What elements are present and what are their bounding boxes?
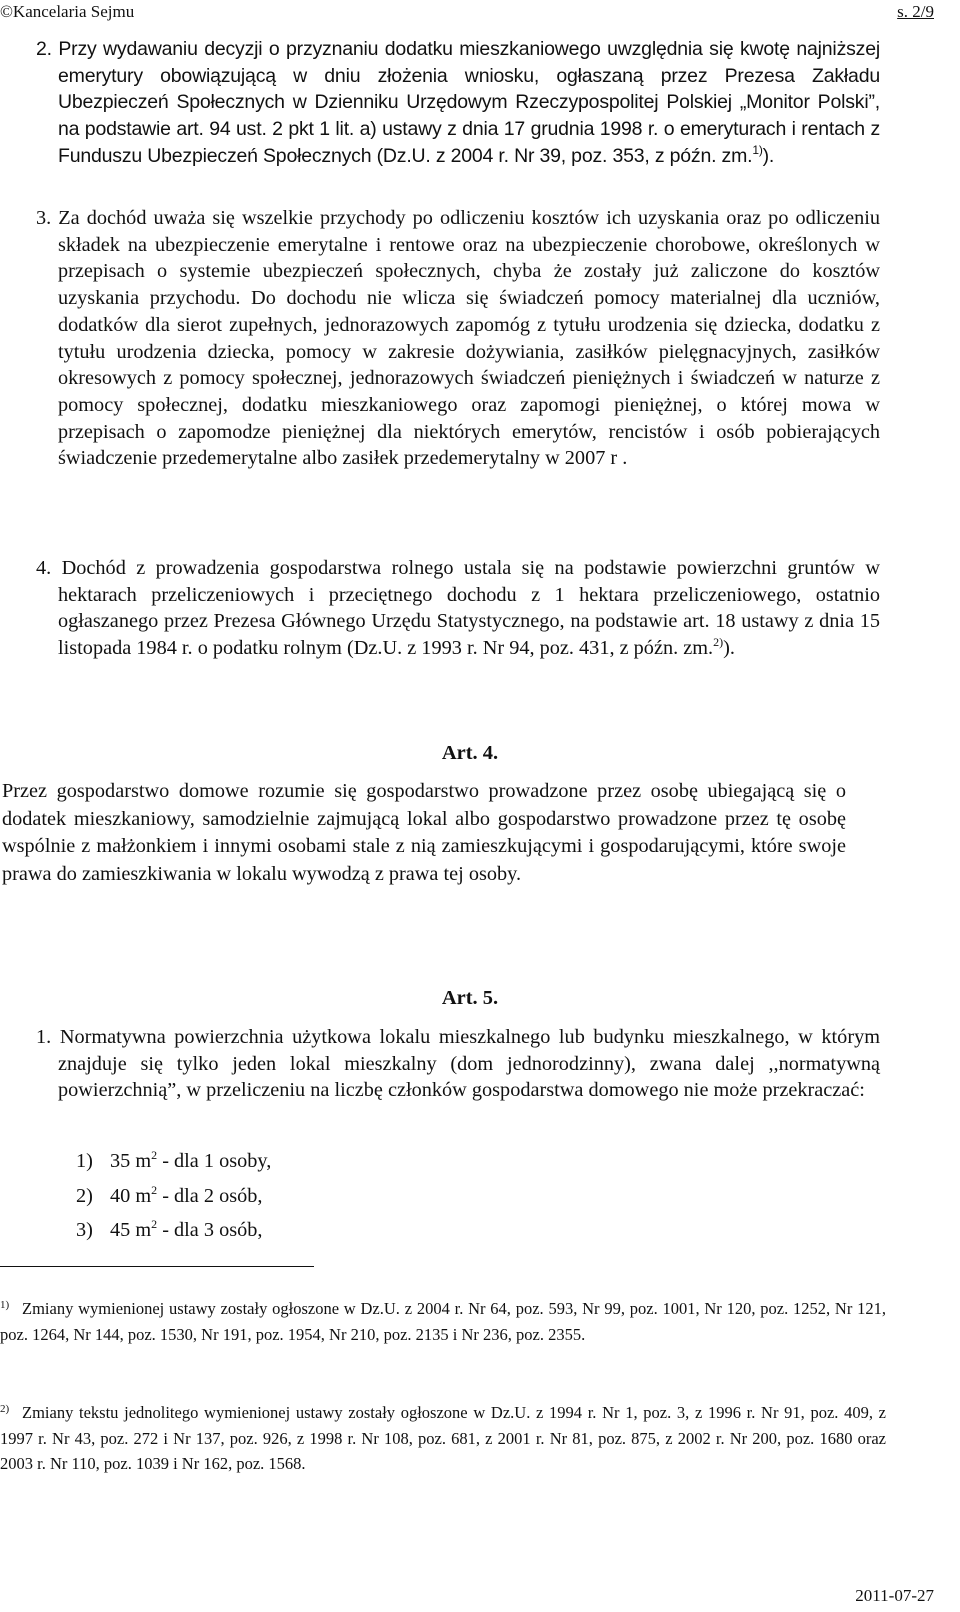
section-2-text: Przy wydawaniu decyzji o przyznaniu dodatku mieszkaniowego uwzględnia się kwotę najniższej emerytury obowiązującą w dniu złożenia wniosku, ogłaszaną przez Prezesa Zakładu Ubezpieczeń Społecznych w Dzienniku Urzędowym Rzeczypospolitej Polskiej „Monitor Polski”, na podstawie art. 94 ust. 2 pkt 1 lit. a) ustawy z dnia 17 grudnia 1998 r. o emeryturach i rentach z Funduszu Ubezpieczeń Społecznych (Dz.U. z 2004 r. Nr 39, poz. 353, z późn. zm. xyxy=(58,38,880,167)
art-4-text: Przez gospodarstwo domowe rozumie się gospodarstwo prowadzone przez osobę ubiegającą się o dodatek mieszkaniowy, samodzielnie zajmującą lokal albo gospodarstwo prowadzone przez tę osobę wspólnie z małżonkiem i innymi osobami stale z nią zamieszkującymi i gospodarującymi, które swoje prawa do zamieszkiwania w lokalu wywodzą z prawa tej osoby. xyxy=(2,780,846,885)
footnote-divider xyxy=(0,1266,314,1267)
section-3-number: 3. xyxy=(36,207,52,229)
header-page-number: s. 2/9 xyxy=(897,2,934,21)
footnote-1-text: Zmiany wymienionej ustawy zostały ogłoszone w Dz.U. z 2004 r. Nr 64, poz. 593, Nr 99, poz. 1001, Nr 120, poz. 1252, Nr 121, poz. 1264, Nr 144, poz. 1530, Nr 191, poz. 1954, Nr 210, poz. 2135 i Nr 236, poz. 2355. xyxy=(0,1299,886,1344)
list-item-area: 35 m xyxy=(110,1150,152,1172)
list-item-unit-exponent: 2 xyxy=(151,1183,158,1197)
list-item-text: - dla 2 osób, xyxy=(157,1185,263,1207)
header-copyright: ©Kancelaria Sejmu xyxy=(0,2,135,21)
section-2-number: 2. xyxy=(36,38,52,60)
list-item-area: 40 m xyxy=(110,1185,152,1207)
art-4-heading: Art. 4. xyxy=(441,742,499,764)
list-item-unit-exponent: 2 xyxy=(151,1217,158,1231)
footnote-2: 2) Zmiany tekstu jednolitego wymienionej ustawy zostały ogłoszone w Dz.U. z 1994 r. Nr 1, poz. 3, z 1996 r. Nr 91, poz. 409, z 1997 r. Nr 43, poz. 272 i Nr 137, poz. 926, z 1998 r. Nr 108, poz. 681, z 2001 r. Nr 81, poz. 875, z 2002 r. Nr 200, poz. 1680 oraz 2003 r. Nr 110, poz. 1039 i Nr 162, poz. 1568. xyxy=(0,1403,886,1473)
list-item-number: 3) xyxy=(76,1219,93,1241)
footnote-ref-1: 1) xyxy=(752,142,763,157)
section-3-text: Za dochód uważa się wszelkie przychody po odliczeniu kosztów ich uzyskania oraz po odliczeniu składek na ubezpieczenie emerytalne i rentowe oraz na ubezpieczenie chorobowe, określonych w przepisach o systemie ubezpieczeń społecznych, chyba że zostały już zaliczone do kosztów uzyskania przychodu. Do dochodu nie wlicza się świadczeń pomocy materialnej dla uczniów, dodatków dla sierot zupełnych, jednorazowych zapomóg z tytułu urodzenia się dziecka, dodatku z tytułu urodzenia dziecka, pomocy w zakresie dożywiania, zasiłków pielęgnacyjnych, zasiłków okresowych z pomocy społecznej, jednorazowych świadczeń pieniężnych i świadczeń w naturze z pomocy społecznej, dodatku mieszkaniowego oraz zapomogi pieniężnej, o której mowa w przepisach o zapomodze pieniężnej dla niektórych emerytów, rencistów i osób pobierających świadczenie przedemerytalne albo zasiłek przedemerytalny w 2007 r . xyxy=(58,207,881,470)
art-5-para-1-number: 1. xyxy=(36,1026,52,1048)
footer-date: 2011-07-27 xyxy=(855,1586,934,1605)
list-item xyxy=(76,1217,262,1243)
section-4-tail: ). xyxy=(723,637,735,660)
art-5-para-1-text: Normatywna powierzchnia użytkowa lokalu mieszkalnego lub budynku mieszkalnego, w którym znajduje się tylko jeden lokal mieszkalny (dom jednorodzinny), zwana dalej ,,normatywną powierzchnią”, w przeliczeniu na liczbę członków gospodarstwa domowego nie może przekraczać: xyxy=(58,1026,880,1102)
section-3-paragraph xyxy=(36,205,880,472)
footnote-ref-2: 2) xyxy=(713,635,724,650)
list-item-number: 2) xyxy=(76,1185,93,1207)
footnote-1: 1) Zmiany wymienionej ustawy zostały ogłoszone w Dz.U. z 2004 r. Nr 64, poz. 593, Nr 99, poz. 1001, Nr 120, poz. 1252, Nr 121, poz. 1264, Nr 144, poz. 1530, Nr 191, poz. 1954, Nr 210, poz. 2135 i Nr 236, poz. 2355. xyxy=(0,1299,886,1344)
section-2-paragraph xyxy=(36,36,880,170)
list-item xyxy=(76,1148,271,1174)
list-item-number: 1) xyxy=(76,1150,93,1172)
list-item-unit-exponent: 2 xyxy=(151,1148,158,1162)
list-item xyxy=(76,1183,262,1209)
section-4-paragraph xyxy=(36,555,880,662)
footnote-2-text: Zmiany tekstu jednolitego wymienionej ustawy zostały ogłoszone w Dz.U. z 1994 r. Nr 1, poz. 3, z 1996 r. Nr 91, poz. 409, z 1997 r. Nr 43, poz. 272 i Nr 137, poz. 926, z 1998 r. Nr 108, poz. 681, z 2001 r. Nr 81, poz. 875, z 2002 r. Nr 200, poz. 1680 oraz 2003 r. Nr 110, poz. 1039 i Nr 162, poz. 1568. xyxy=(0,1403,886,1473)
section-2-tail: ). xyxy=(762,144,775,167)
list-item-text: - dla 1 osoby, xyxy=(157,1150,272,1172)
art-4-paragraph xyxy=(2,778,846,888)
list-item-area: 45 m xyxy=(110,1219,152,1241)
section-4-number: 4. xyxy=(36,557,52,579)
section-4-text: Dochód z prowadzenia gospodarstwa rolnego ustala się na podstawie powierzchni gruntów w hektarach przeliczeniowych i przeciętnego dochodu z 1 hektara przeliczeniowego, ostatnio ogłaszanego przez Prezesa Głównego Urzędu Statystycznego, na podstawie art. 18 ustawy z dnia 15 listopada 1984 r. o podatku rolnym (Dz.U. z 1993 r. Nr 94, poz. 431, z późn. zm. xyxy=(58,557,880,660)
art-5-heading: Art. 5. xyxy=(441,987,499,1009)
art-5-paragraph-1 xyxy=(36,1024,880,1104)
list-item-text: - dla 3 osób, xyxy=(157,1219,263,1241)
